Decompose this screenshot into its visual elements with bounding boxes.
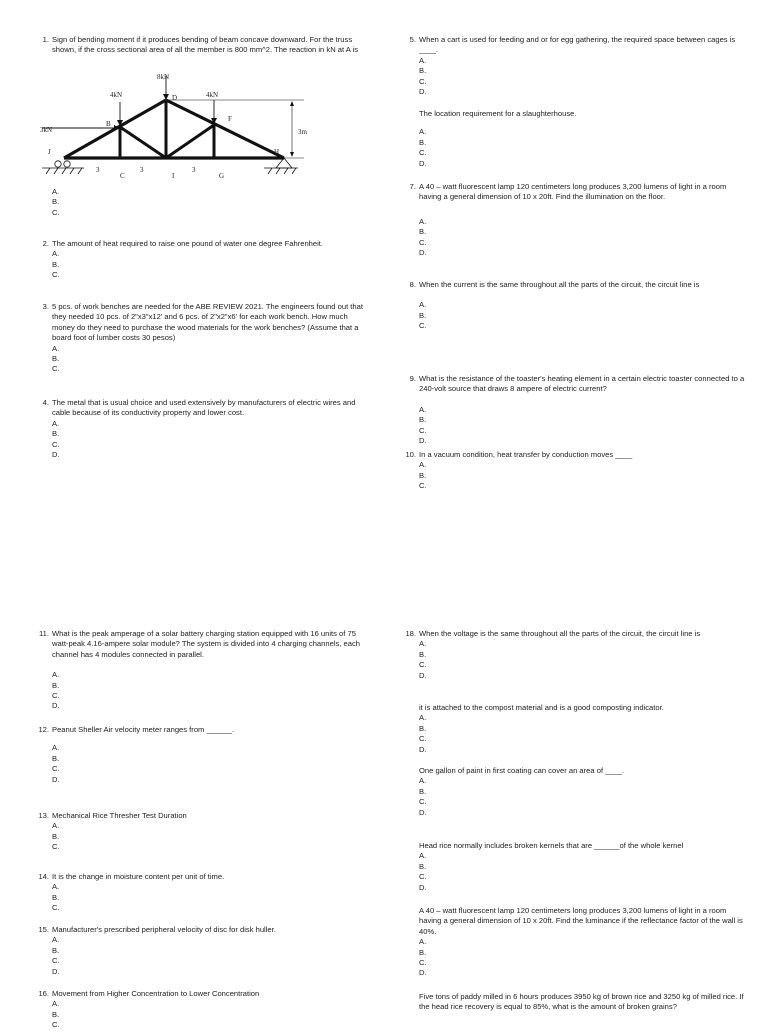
question-head-rice [419, 841, 749, 893]
question-text: The metal that is usual choice and used extensively by manufacturers of electric wires and cable because of its conductivity property and lower cost. [52, 398, 356, 418]
question-3 [42, 302, 367, 375]
option-a[interactable]: A. [52, 670, 60, 680]
option-c[interactable]: C. [419, 660, 427, 670]
option-a[interactable]: A. [419, 216, 427, 226]
option-d[interactable]: D. [52, 774, 60, 784]
question-number: 10. [405, 450, 416, 459]
question-text: What is the peak amperage of a solar battery charging station equipped with 16 units of 75 watt-peak 4.16-ampere solar module? The system is divided into 4 charging channels, each channel has 4 modules connected in parallel. [52, 629, 360, 659]
option-d[interactable]: D. [52, 449, 60, 459]
option-c[interactable]: C. [52, 207, 60, 217]
option-a[interactable]: A. [52, 935, 60, 945]
options-list [52, 344, 367, 375]
load-label: 3kN [40, 126, 53, 134]
option-b[interactable]: B. [52, 945, 60, 955]
question-1 [42, 35, 367, 56]
option-a[interactable]: A. [419, 639, 427, 649]
option-b[interactable]: B. [419, 66, 427, 76]
question-15 [38, 925, 367, 977]
question-4 [42, 398, 367, 460]
option-d[interactable]: D. [419, 882, 427, 892]
options-list [52, 999, 367, 1030]
question-8 [409, 280, 749, 332]
question-1-options [52, 187, 382, 218]
option-c[interactable]: C. [52, 842, 60, 852]
question-11 [39, 629, 367, 712]
question-number: 12. [38, 725, 49, 734]
options-list [52, 249, 367, 280]
option-b[interactable]: B. [52, 680, 60, 690]
option-a[interactable]: A. [419, 776, 427, 786]
question-6 [419, 109, 749, 169]
options-list [419, 713, 749, 755]
question-text: What is the resistance of the toaster's heating element in a certain electric toaster connected to a 240-volt source that draws 8 ampere of electric current? [419, 374, 745, 394]
question-compost-indicator [419, 703, 749, 755]
option-b[interactable]: B. [419, 786, 427, 796]
question-luminance [419, 906, 749, 979]
option-d[interactable]: D. [419, 86, 427, 96]
options-list [52, 935, 367, 977]
option-c[interactable]: C. [52, 903, 60, 913]
option-d[interactable]: D. [419, 670, 427, 680]
question-16 [38, 989, 367, 1031]
question-number: 3. [42, 302, 49, 311]
option-c[interactable]: C. [419, 481, 427, 491]
node-label: B [106, 120, 111, 128]
option-b[interactable]: B. [419, 947, 427, 957]
node-label: F [228, 115, 232, 123]
option-c[interactable]: C. [419, 872, 427, 882]
question-text: 5 pcs. of work benches are needed for the ABE REVIEW 2021. The engineers found out that they needed 10 pcs. of 2"x3"x12' and 6 pcs. of 2"x2"x6' for each work bench. How much money do they need to purchase the wood materials for the work benches? (Assume that a board foot of lumber costs 30 pesos) [52, 302, 363, 343]
option-c[interactable]: C. [419, 321, 427, 331]
load-label: 8kN [157, 73, 170, 81]
options-list [52, 882, 367, 913]
option-d[interactable]: D. [419, 247, 427, 257]
option-c[interactable]: C. [52, 1020, 60, 1030]
question-text: Five tons of paddy milled in 6 hours produces 3950 kg of brown rice and 3250 kg of milled rice. If the head rice recovery is equal to 85%, what is the amount of broken grains? [419, 992, 744, 1012]
option-b[interactable]: B. [52, 259, 60, 269]
question-number: 18. [405, 629, 416, 638]
options-list [419, 776, 749, 818]
options-list [419, 460, 749, 491]
option-b[interactable]: B. [419, 137, 427, 147]
question-text: In a vacuum condition, heat transfer by conduction moves ____ [419, 450, 633, 459]
question-text: A 40 – watt fluorescent lamp 120 centimeters long produces 3,200 lumens of light in a room having a general dimension of 10 x 20ft. Find the illumination on the floor. [419, 182, 727, 202]
option-b[interactable]: B. [52, 429, 60, 439]
question-broken-grains [419, 992, 749, 1013]
question-5 [409, 35, 749, 97]
question-number: 11. [39, 629, 49, 638]
options-list [419, 405, 749, 447]
node-label: H [274, 148, 280, 156]
option-c[interactable]: C. [52, 956, 60, 966]
option-c[interactable]: C. [419, 148, 427, 158]
option-c[interactable]: C. [52, 439, 60, 449]
option-a[interactable]: A. [52, 821, 60, 831]
option-a[interactable]: A. [52, 187, 60, 196]
question-12 [38, 725, 367, 785]
option-a[interactable]: A. [52, 882, 60, 892]
question-text: One gallon of paint in first coating can cover an area of ____. [419, 766, 625, 775]
question-number: 1. [42, 35, 49, 44]
option-a[interactable]: A. [419, 937, 427, 947]
question-text: Manufacturer's prescribed peripheral velocity of disc for disk huller. [52, 925, 276, 934]
options-list [419, 300, 749, 331]
option-a[interactable]: A. [419, 460, 427, 470]
option-c[interactable]: C. [419, 958, 427, 967]
option-b[interactable]: B. [419, 861, 427, 871]
segment-mark: 3 [192, 166, 196, 174]
option-b[interactable]: B. [419, 470, 427, 480]
option-a[interactable]: A. [52, 418, 60, 428]
option-c[interactable]: C. [419, 425, 427, 435]
option-b[interactable]: B. [419, 310, 427, 320]
question-number: 7. [409, 182, 416, 191]
segment-mark: 3 [140, 166, 144, 174]
option-a[interactable]: A. [52, 343, 60, 353]
question-text: The location requirement for a slaughterhouse. [419, 109, 577, 118]
question-18 [405, 629, 749, 681]
question-text: Sign of bending moment if it produces bending of beam concave downward. For the truss shown, if the cross sectional area of all the member is 800 mm^2. The reaction in kN at A is [52, 35, 359, 55]
question-number: 4. [42, 398, 49, 407]
question-2 [42, 239, 367, 281]
options-list [419, 217, 749, 259]
option-c[interactable]: C. [52, 270, 60, 280]
option-a[interactable]: A. [419, 127, 427, 137]
question-text: It is the change in moisture content per unit of time. [52, 872, 225, 881]
option-c[interactable]: C. [52, 691, 60, 700]
question-number: 14. [38, 872, 49, 881]
segment-mark: 3 [96, 166, 100, 174]
option-b[interactable]: B. [52, 1009, 60, 1019]
options-list [52, 419, 367, 461]
question-number: 8. [409, 280, 416, 289]
option-d[interactable]: D. [419, 158, 427, 168]
question-text: Peanut Sheller Air velocity meter ranges from ______. [52, 725, 234, 734]
question-7 [409, 182, 749, 258]
option-c[interactable]: C. [419, 797, 427, 807]
options-list [52, 821, 367, 852]
option-b[interactable]: B. [419, 649, 427, 659]
options-list [419, 937, 749, 979]
node-label: I [172, 172, 175, 180]
option-a[interactable]: A. [419, 851, 427, 861]
truss-diagram [36, 70, 336, 190]
option-b[interactable]: B. [52, 831, 60, 841]
option-b[interactable]: B. [419, 723, 427, 733]
option-d[interactable]: D. [52, 701, 60, 711]
option-a[interactable]: A. [419, 55, 427, 65]
options-list [419, 851, 749, 893]
options-list [52, 743, 367, 785]
options-list [419, 127, 749, 169]
question-number: 9. [409, 374, 416, 383]
option-c[interactable]: C. [419, 734, 427, 744]
node-label: G [219, 172, 225, 180]
option-d[interactable]: D. [419, 807, 427, 817]
question-number: 2. [42, 239, 49, 248]
question-text: When the voltage is the same throughout all the parts of the circuit, the circuit line is [419, 629, 701, 638]
option-d[interactable]: D. [419, 968, 427, 978]
question-number: 16. [38, 989, 49, 998]
options-list [52, 670, 367, 712]
options-list [52, 187, 382, 218]
option-a[interactable]: A. [52, 249, 60, 259]
option-a[interactable]: A. [52, 999, 60, 1009]
question-text: Mechanical Rice Thresher Test Duration [52, 811, 187, 820]
question-10 [405, 450, 749, 492]
option-b[interactable]: B. [52, 892, 60, 902]
option-b[interactable]: B. [52, 354, 60, 364]
option-b[interactable]: B. [52, 753, 60, 763]
height-label: 3m [298, 128, 307, 136]
question-text: it is attached to the compost material and is a good composting indicator. [419, 703, 664, 712]
question-text: The amount of heat required to raise one pound of water one degree Fahrenheit. [52, 239, 324, 248]
load-label: 4kN [110, 91, 123, 99]
option-a[interactable]: A. [419, 404, 427, 414]
option-a[interactable]: A. [419, 300, 427, 310]
question-14 [38, 872, 367, 914]
question-paint-coverage [419, 766, 749, 818]
question-text: When a cart is used for feeding and or for egg gathering, the required space between cages is ____. [419, 35, 736, 55]
option-c[interactable]: C. [52, 364, 60, 374]
question-13 [38, 811, 367, 853]
load-label: 4kN [206, 91, 219, 99]
option-d[interactable]: D. [419, 435, 427, 445]
question-number: 5. [409, 35, 416, 44]
question-text: Head rice normally includes broken kernels that are ______of the whole kernel [419, 841, 684, 850]
question-number: 13. [38, 811, 49, 820]
question-text: Movement from Higher Concentration to Lower Concentration [52, 989, 260, 998]
option-b[interactable]: B. [419, 415, 427, 425]
option-b[interactable]: B. [52, 197, 60, 207]
option-d[interactable]: D. [52, 966, 60, 976]
option-b[interactable]: B. [419, 227, 427, 237]
option-c[interactable]: C. [419, 237, 427, 247]
question-9 [409, 374, 749, 446]
node-label: D [172, 94, 178, 102]
option-d[interactable]: D. [419, 744, 427, 754]
options-list [419, 56, 749, 98]
option-a[interactable]: A. [419, 713, 427, 723]
node-label: J [48, 148, 51, 156]
node-label: C [120, 172, 125, 180]
question-text: When the current is the same throughout all the parts of the circuit, the circuit line is [419, 280, 700, 289]
question-text: A 40 – watt fluorescent lamp 120 centimeters long produces 3,200 lumens of light in a room having a general dimension of 10 x 20ft. Find the luminance if the reflectance factor of the wall is 40%. [419, 906, 743, 936]
question-number: 15. [38, 925, 49, 934]
option-c[interactable]: C. [52, 764, 60, 774]
option-c[interactable]: C. [419, 76, 427, 86]
options-list [419, 639, 749, 681]
option-a[interactable]: A. [52, 743, 60, 753]
